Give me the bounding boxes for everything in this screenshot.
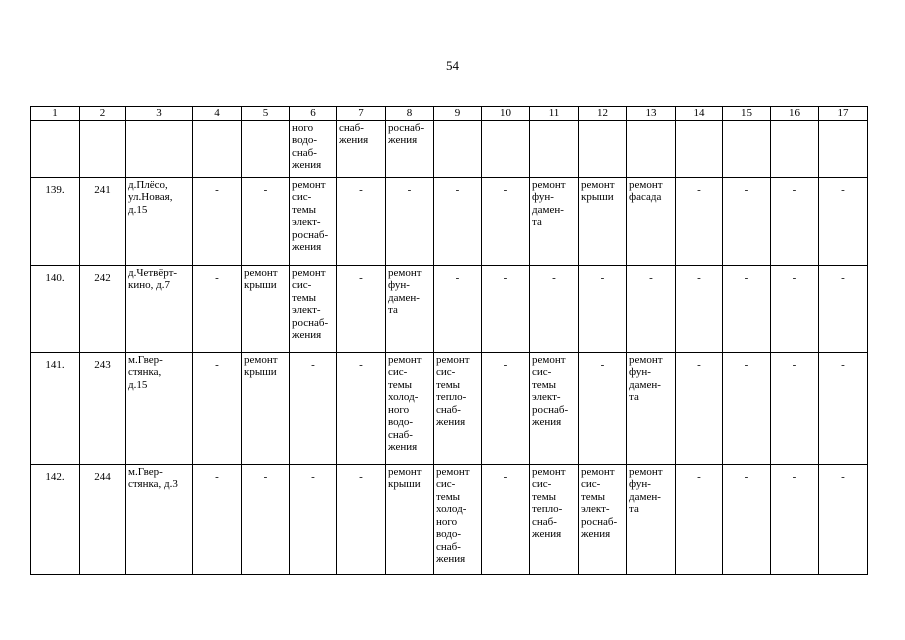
table-cell <box>579 120 627 177</box>
table-cell <box>723 120 771 177</box>
table-cell: ремонт сис- темы элект- роснаб- жения <box>290 265 337 352</box>
table-cell: - <box>819 265 868 352</box>
table-cell: - <box>723 352 771 464</box>
table-cell: - <box>337 177 386 265</box>
table-cell <box>126 120 193 177</box>
table-cell: - <box>193 464 242 574</box>
table-cell: - <box>193 265 242 352</box>
table-cell <box>193 120 242 177</box>
table-cell: ного водо- снаб- жения <box>290 120 337 177</box>
column-header-9: 9 <box>434 107 482 121</box>
table-cell: ремонт крыши <box>242 352 290 464</box>
repair-schedule-table <box>30 106 868 575</box>
table-row <box>31 177 868 265</box>
column-header-14: 14 <box>676 107 723 121</box>
table-header-row <box>31 107 868 121</box>
table-cell: ремонт крыши <box>579 177 627 265</box>
table-cell <box>434 120 482 177</box>
table-cell: - <box>819 464 868 574</box>
table-cell: - <box>771 177 819 265</box>
table-cell: ремонт сис- темы элект- роснаб- жения <box>290 177 337 265</box>
table-cell: - <box>434 177 482 265</box>
table-cell <box>242 120 290 177</box>
table-cell <box>627 120 676 177</box>
table-cell: - <box>482 352 530 464</box>
column-header-5: 5 <box>242 107 290 121</box>
table-cell: д.Плёсо, ул.Новая, д.15 <box>126 177 193 265</box>
column-header-15: 15 <box>723 107 771 121</box>
table-row <box>31 352 868 464</box>
table-cell: - <box>676 177 723 265</box>
table-cell: ремонт сис- темы холод- ного водо- снаб- жения <box>386 352 434 464</box>
table-cell: 243 <box>80 352 126 464</box>
table-cell: 142. <box>31 464 80 574</box>
table-cell: - <box>482 464 530 574</box>
table-cell: м.Гвер- стянка, д.15 <box>126 352 193 464</box>
column-header-2: 2 <box>80 107 126 121</box>
table-cell: - <box>482 265 530 352</box>
table-cell: 241 <box>80 177 126 265</box>
table-cell: - <box>771 352 819 464</box>
table-cell: - <box>290 464 337 574</box>
table-cell <box>819 120 868 177</box>
table-cell: - <box>723 265 771 352</box>
page-number: 54 <box>446 58 459 73</box>
table-cell <box>80 120 126 177</box>
table-cell <box>771 120 819 177</box>
column-header-7: 7 <box>337 107 386 121</box>
table-cell: ремонт фун- дамен- та <box>386 265 434 352</box>
table-cell: снаб- жения <box>337 120 386 177</box>
column-header-3: 3 <box>126 107 193 121</box>
column-header-6: 6 <box>290 107 337 121</box>
table-cell: - <box>530 265 579 352</box>
column-header-16: 16 <box>771 107 819 121</box>
table-cell <box>530 120 579 177</box>
table-row <box>31 464 868 574</box>
column-header-13: 13 <box>627 107 676 121</box>
table-cell <box>482 120 530 177</box>
column-header-8: 8 <box>386 107 434 121</box>
table-cell: - <box>193 177 242 265</box>
table-cell: ремонт фун- дамен- та <box>627 352 676 464</box>
column-header-11: 11 <box>530 107 579 121</box>
table-row <box>31 265 868 352</box>
table-cell: - <box>771 464 819 574</box>
table-cell: ремонт сис- темы элект- роснаб- жения <box>579 464 627 574</box>
table-cell: - <box>193 352 242 464</box>
column-header-17: 17 <box>819 107 868 121</box>
table-cell: роснаб- жения <box>386 120 434 177</box>
table-cell: - <box>579 265 627 352</box>
table-cell: ремонт крыши <box>386 464 434 574</box>
table-cell: ремонт фун- дамен- та <box>627 464 676 574</box>
table-cell: - <box>242 464 290 574</box>
table-cell: 242 <box>80 265 126 352</box>
table-cell: - <box>386 177 434 265</box>
column-header-12: 12 <box>579 107 627 121</box>
table-cell: д.Четвёрт- кино, д.7 <box>126 265 193 352</box>
table-row <box>31 120 868 177</box>
table-cell: - <box>337 265 386 352</box>
table-cell: - <box>482 177 530 265</box>
table-cell: - <box>676 352 723 464</box>
column-header-1: 1 <box>31 107 80 121</box>
table-cell: - <box>723 464 771 574</box>
table-cell: - <box>819 177 868 265</box>
table-cell: - <box>771 265 819 352</box>
table-cell: 139. <box>31 177 80 265</box>
table-cell: - <box>676 265 723 352</box>
table-cell: ремонт сис- темы элект- роснаб- жения <box>530 352 579 464</box>
table-cell: ремонт сис- темы холод- ного водо- снаб- жения <box>434 464 482 574</box>
table-cell: - <box>242 177 290 265</box>
table-cell: - <box>627 265 676 352</box>
column-header-10: 10 <box>482 107 530 121</box>
table-cell: - <box>676 464 723 574</box>
table-cell: 140. <box>31 265 80 352</box>
table-cell: ремонт фасада <box>627 177 676 265</box>
column-header-4: 4 <box>193 107 242 121</box>
table-cell: ремонт крыши <box>242 265 290 352</box>
table-cell: ремонт сис- темы тепло- снаб- жения <box>530 464 579 574</box>
table-cell: - <box>723 177 771 265</box>
table-cell: - <box>819 352 868 464</box>
table-cell: - <box>337 352 386 464</box>
table-cell: - <box>434 265 482 352</box>
table-cell: 141. <box>31 352 80 464</box>
table-cell <box>31 120 80 177</box>
table-cell: 244 <box>80 464 126 574</box>
table-cell: м.Гвер- стянка, д.3 <box>126 464 193 574</box>
table-cell: ремонт фун- дамен- та <box>530 177 579 265</box>
table-cell <box>676 120 723 177</box>
table-cell: - <box>579 352 627 464</box>
table-cell: - <box>290 352 337 464</box>
table-cell: ремонт сис- темы тепло- снаб- жения <box>434 352 482 464</box>
table-cell: - <box>337 464 386 574</box>
